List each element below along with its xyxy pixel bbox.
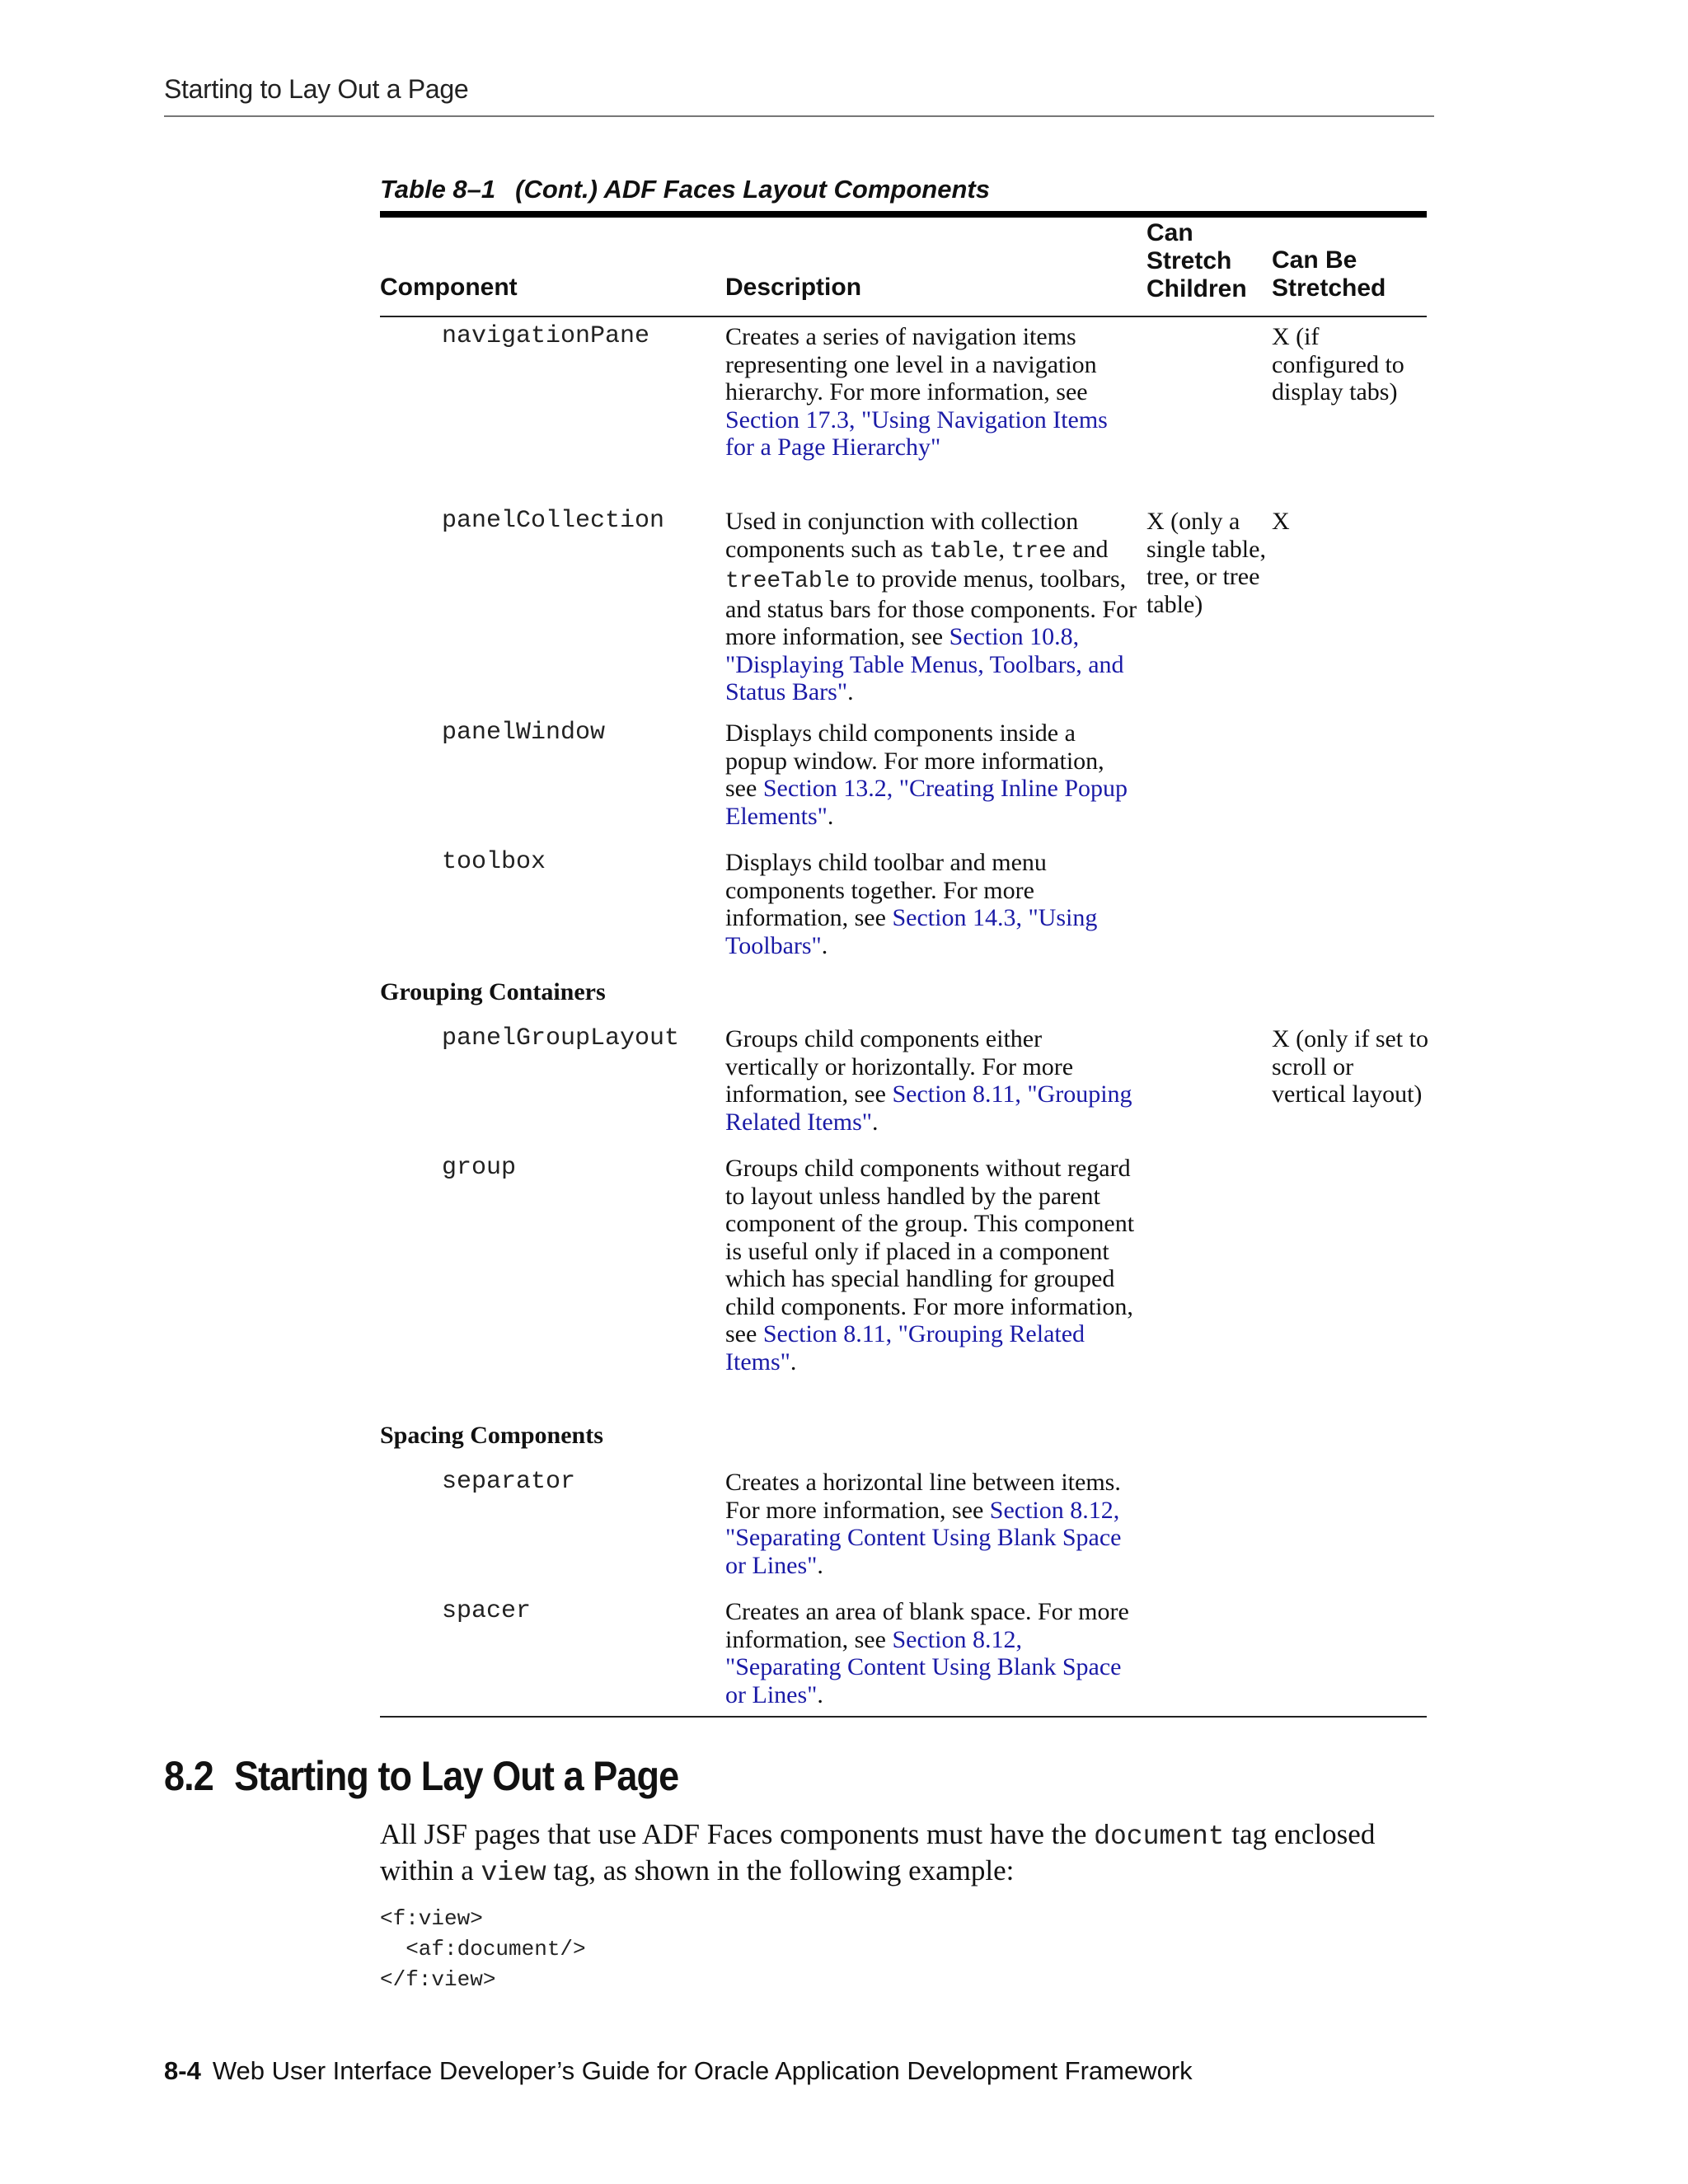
section-number: 8.2 bbox=[164, 1753, 213, 1799]
component-description bbox=[725, 1155, 1137, 1376]
description-text: Groups child components without regard to layout unless handled by the parent component of the group. This component is useful only if placed in a component which has special handling for grouped child components. For more information, see bbox=[725, 1155, 1135, 1347]
description-text: and bbox=[1066, 535, 1109, 563]
component-name: panelWindow bbox=[442, 719, 606, 747]
inline-code-document: document bbox=[1094, 1821, 1225, 1852]
can-stretch-children-value: X (only a single table, tree, or tree table) bbox=[1146, 508, 1266, 618]
paragraph-text: tag enclosed within a bbox=[380, 1818, 1376, 1886]
section-link[interactable]: Section 8.11, "Grouping Related Items" bbox=[725, 1320, 1085, 1376]
description-text: Creates an area of blank space. For more information, see bbox=[725, 1598, 1129, 1653]
table-caption bbox=[380, 175, 990, 204]
section-heading bbox=[164, 1752, 678, 1800]
section-link[interactable]: Section 14.3, "Using Toolbars" bbox=[725, 904, 1098, 959]
table-caption-number: Table 8–1 bbox=[380, 175, 496, 204]
inline-code-table: table bbox=[929, 538, 999, 565]
description-text: Creates a series of navigation items representing one level in a navigation hierarchy. For more information, see bbox=[725, 323, 1097, 405]
column-header-can-be-line-1: Can Be bbox=[1272, 246, 1357, 274]
group-label-spacing-components: Spacing Components bbox=[380, 1422, 603, 1449]
inline-code-view: view bbox=[481, 1858, 546, 1888]
component-name: panelGroupLayout bbox=[442, 1024, 680, 1052]
page-footer bbox=[164, 2056, 1193, 2086]
component-description bbox=[725, 508, 1137, 706]
description-text: Displays child components inside a popup window. For more information, see bbox=[725, 719, 1104, 802]
description-text: Groups child components either vertically or horizontally. For more information, see bbox=[725, 1025, 1074, 1108]
group-label-grouping-containers: Grouping Containers bbox=[380, 978, 606, 1005]
body-paragraph bbox=[380, 1817, 1435, 1890]
section-link[interactable]: Section 17.3, "Using Navigation Items for a Page Hierarchy" bbox=[725, 405, 1108, 461]
description-text: Displays child toolbar and menu components together. For more information, see bbox=[725, 849, 1047, 931]
section-link[interactable]: Section 8.11, "Grouping Related Items" bbox=[725, 1080, 1132, 1136]
column-header-can-stretch-line-1: Can bbox=[1146, 219, 1193, 246]
description-text: . bbox=[821, 931, 828, 959]
paragraph-text: tag, as shown in the following example: bbox=[546, 1854, 1015, 1886]
column-header-can-stretch-children bbox=[1146, 219, 1247, 303]
description-text: . bbox=[847, 678, 854, 705]
description-text: . bbox=[790, 1347, 797, 1376]
component-name: panelCollection bbox=[442, 507, 665, 535]
description-text: , bbox=[998, 535, 1011, 563]
table-bottom-rule bbox=[380, 1716, 1427, 1718]
column-header-can-be-stretched bbox=[1272, 246, 1386, 302]
table-top-rule bbox=[380, 211, 1427, 218]
running-header: Starting to Lay Out a Page bbox=[164, 74, 469, 104]
component-description bbox=[725, 1469, 1137, 1579]
description-text: . bbox=[872, 1108, 879, 1136]
code-example: <f:view> <af:document/> </f:view> bbox=[380, 1906, 586, 1992]
inline-code-tree: tree bbox=[1010, 538, 1067, 565]
component-name: separator bbox=[442, 1468, 576, 1496]
column-header-can-be-line-2: Stretched bbox=[1272, 274, 1386, 302]
page-number: 8-4 bbox=[164, 2056, 201, 2085]
component-description bbox=[725, 849, 1137, 959]
column-header-description: Description bbox=[725, 274, 862, 301]
book-title: Web User Interface Developer’s Guide for Oracle Application Development Framework bbox=[212, 2056, 1193, 2085]
component-description bbox=[725, 1025, 1137, 1136]
component-name: navigationPane bbox=[442, 322, 650, 350]
description-text: . bbox=[817, 1551, 823, 1579]
column-header-can-stretch-line-3: Children bbox=[1146, 275, 1247, 302]
section-link[interactable]: Section 13.2, "Creating Inline Popup Elements" bbox=[725, 775, 1128, 830]
inline-code-treetable: treeTable bbox=[725, 569, 851, 594]
table-caption-title: (Cont.) ADF Faces Layout Components bbox=[515, 175, 990, 204]
can-be-stretched-value: X (if configured to display tabs) bbox=[1272, 323, 1404, 405]
column-header-component: Component bbox=[380, 274, 518, 301]
paragraph-text: All JSF pages that use ADF Faces components must have the bbox=[380, 1818, 1095, 1850]
can-be-stretched-value: X (only if set to scroll or vertical layout) bbox=[1272, 1025, 1428, 1108]
column-header-can-stretch-line-2: Stretch bbox=[1146, 247, 1232, 274]
component-description bbox=[725, 1598, 1137, 1708]
description-text: Used in conjunction with collection components such as bbox=[725, 508, 1079, 563]
component-name: group bbox=[442, 1154, 517, 1182]
section-title: Starting to Lay Out a Page bbox=[234, 1753, 679, 1799]
component-name: spacer bbox=[442, 1597, 532, 1625]
component-description bbox=[725, 323, 1137, 462]
section-link[interactable]: Section 8.12, "Separating Content Using Blank Space or Lines" bbox=[725, 1496, 1122, 1579]
component-name: toolbox bbox=[442, 848, 546, 876]
section-link[interactable]: Section 10.8, "Displaying Table Menus, Toolbars, and Status Bars" bbox=[725, 623, 1124, 705]
description-text: . bbox=[817, 1680, 823, 1708]
section-link[interactable]: Section 8.12, "Separating Content Using Blank Space or Lines" bbox=[725, 1625, 1122, 1708]
header-row-rule bbox=[380, 316, 1427, 317]
can-be-stretched-value: X bbox=[1272, 508, 1290, 535]
description-text: to provide menus, toolbars, and status bars for those components. For more information, see bbox=[725, 565, 1137, 650]
description-text: Creates a horizontal line between items. For more information, see bbox=[725, 1469, 1121, 1524]
header-rule bbox=[164, 115, 1434, 117]
component-description bbox=[725, 719, 1137, 830]
description-text: . bbox=[827, 802, 834, 830]
